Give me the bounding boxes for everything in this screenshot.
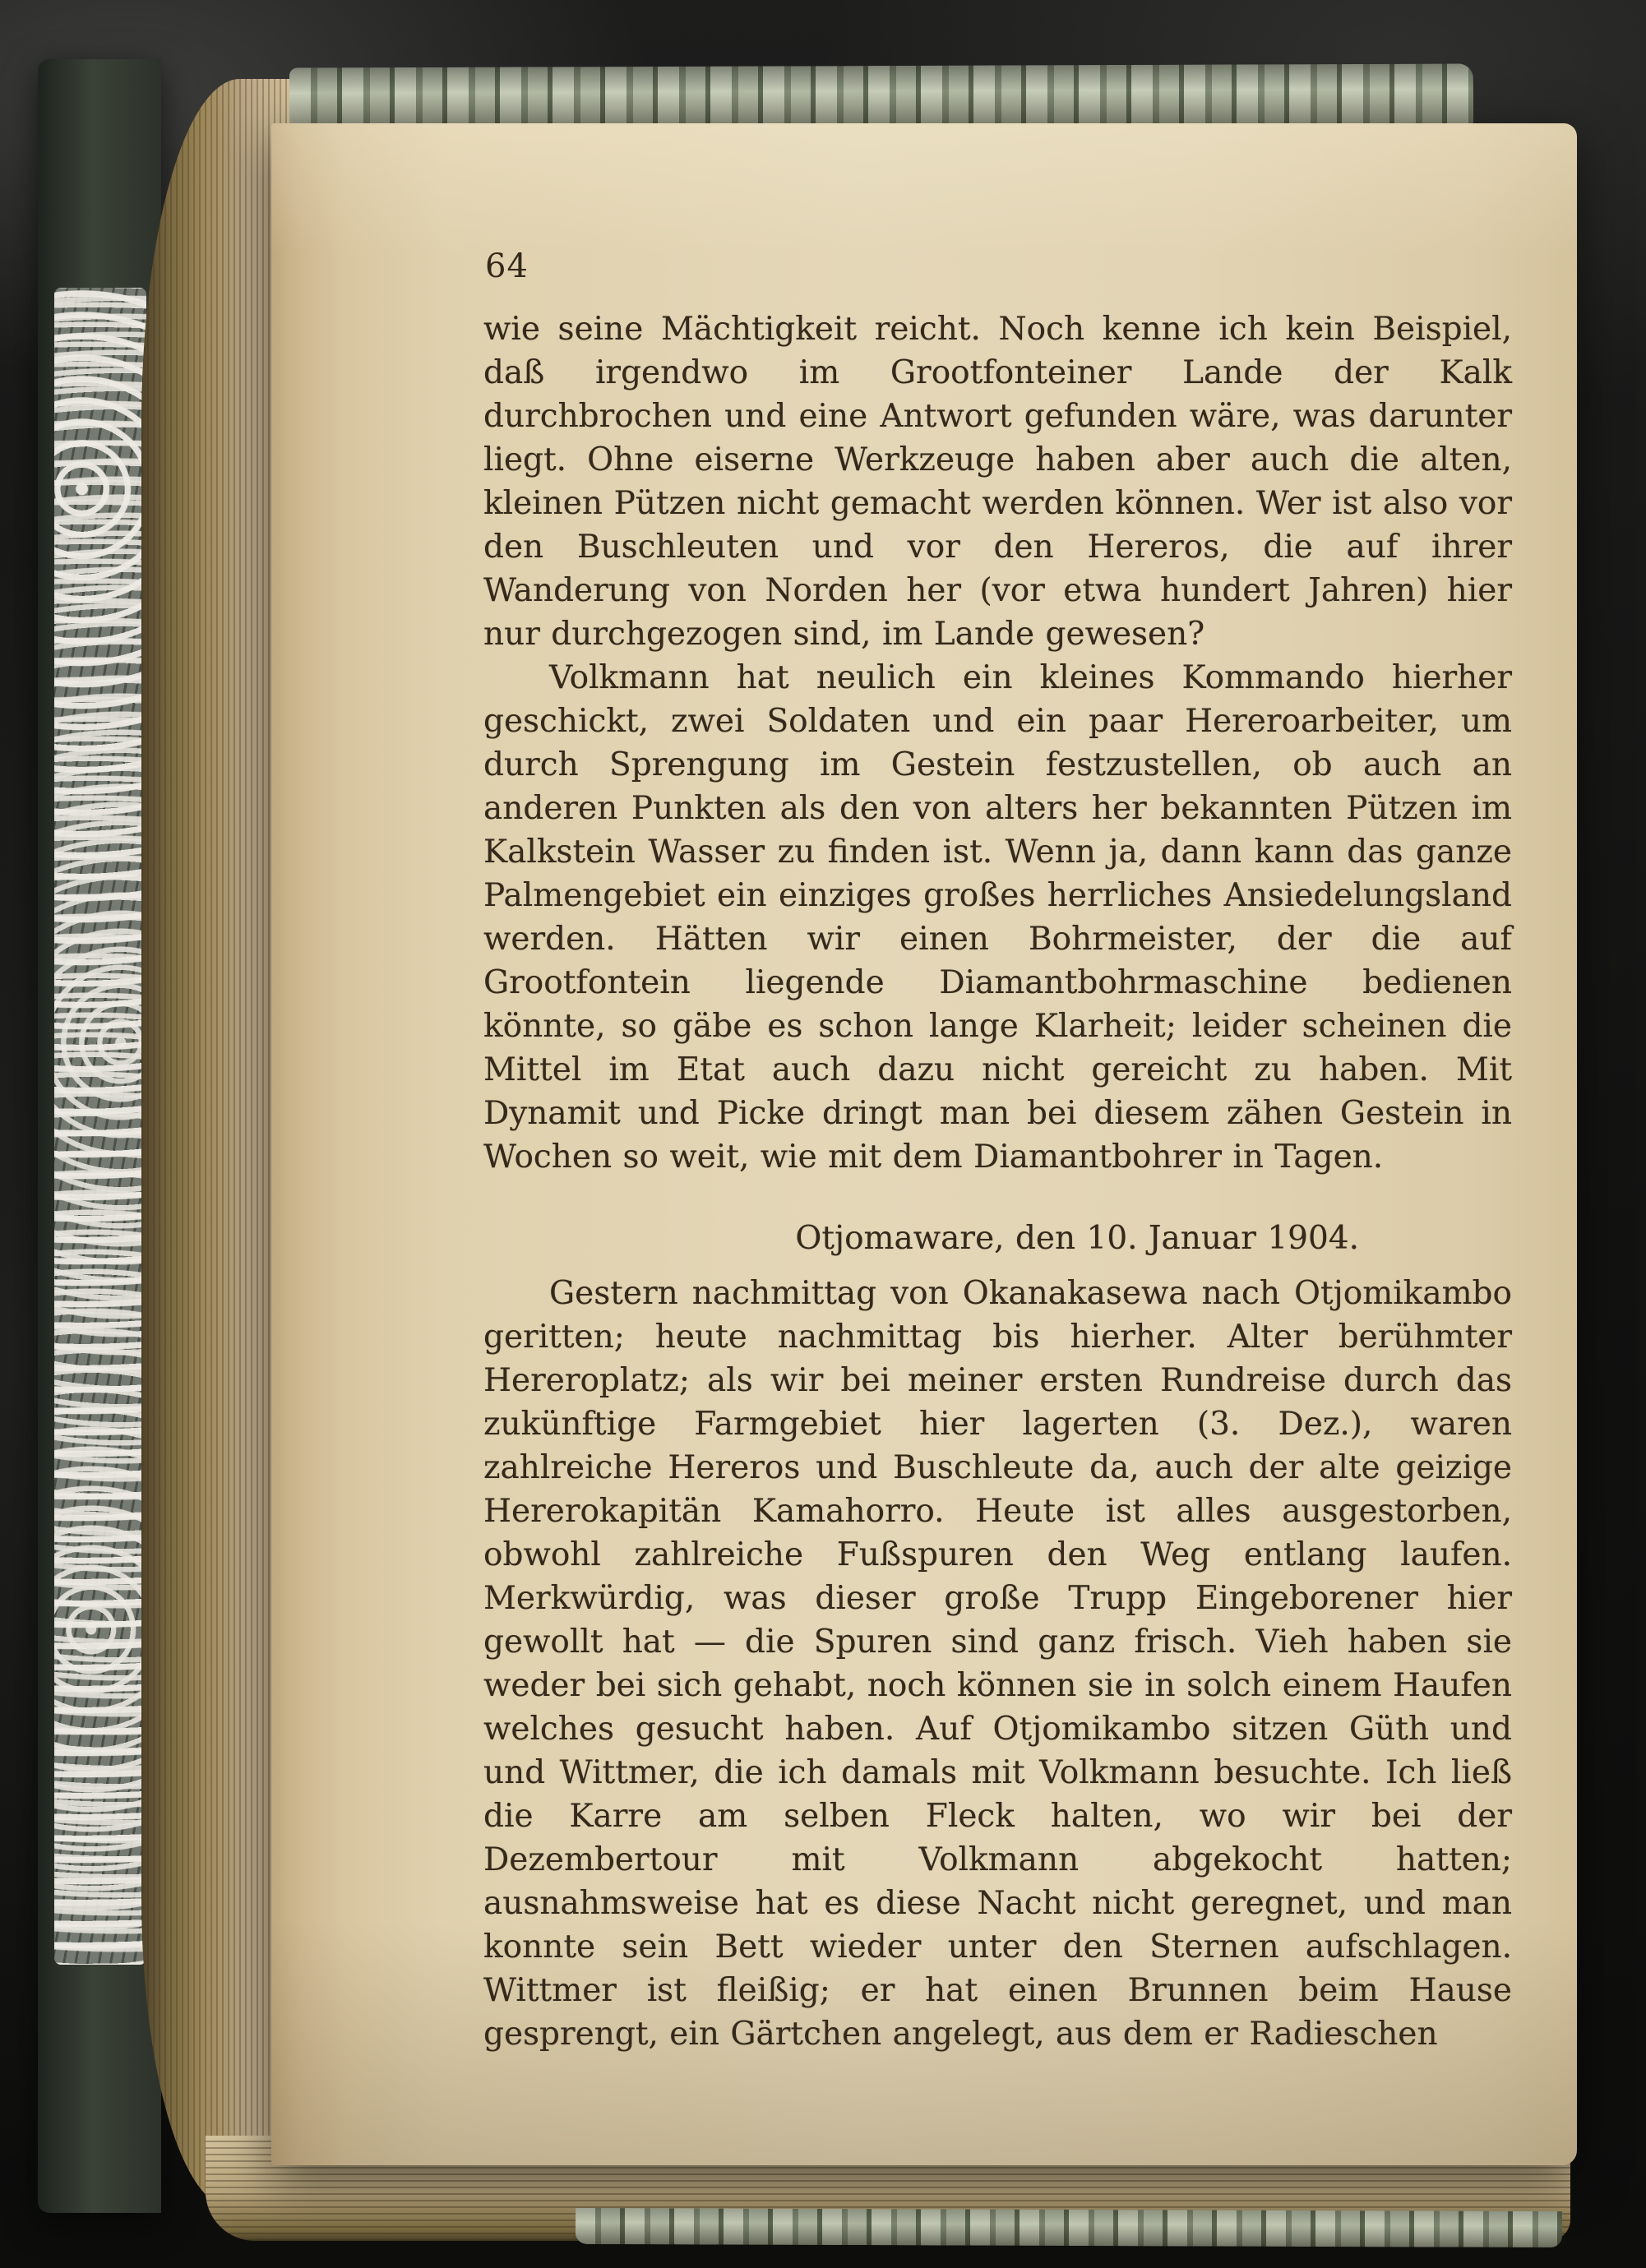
dateline: Otjomaware, den 10. Januar 1904. bbox=[795, 1220, 1359, 1257]
page-number: 64 bbox=[485, 247, 529, 285]
paragraph: Volkmann hat neulich ein kleines Kommando hierher geschickt, zwei Soldaten und ein paar Hereroarbeiter, um durch Sprengung im Gestein festzustellen, ob auch an anderen Punkten als den von alters her bekannten Pützen im Kalkstein Wasser zu finden ist. Wenn ja, dann kann das ganze Palmengebiet ein einziges großes herrliches Ansiedelungsland werden. Hätten wir einen Bohrmeister, der die auf Grootfontein liegende Diamantbohrmaschine bedienen könnte, so gäbe es schon lange Klarheit; leider scheinen die Mittel im Etat auch dazu nicht gereicht zu haben. Mit Dynamit und Picke dringt man bei diesem zähen Gestein in Wochen so weit, wie mit dem Diamantbohrer in Tagen. bbox=[483, 659, 1512, 1176]
bottom-edge-pattern bbox=[576, 2208, 1562, 2247]
paragraph: wie seine Mächtigkeit reicht. Noch kenne ich kein Beispiel, daß irgendwo im Grootfonteiner Lande der Kalk durchbrochen und eine Antwort gefunden wäre, was darunter liegt. Ohne eiserne Werkzeuge haben aber auch die alten, kleinen Pützen nicht gemacht werden können. Wer ist also vor den Buschleuten und vor den Hereros, die auf ihrer Wanderung von Norden her (vor etwa hundert Jahren) hier nur durchgezogen sind, im Lande gewesen? bbox=[483, 311, 1512, 653]
marbled-endpaper bbox=[54, 288, 146, 1965]
paragraph: Gestern nachmittag von Okanakasewa nach Otjomikambo geritten; heute nachmittag bis hierher. Alter berühmter Hereroplatz; als wir bei meiner ersten Rundreise durch das zukünftige Farmgebiet hier lagerten (3. Dez.), waren zahlreiche Hereros und Buschleute da, auch der alte geizige Hererokapitän Kamahorro. Heute ist alles ausgestorben, obwohl zahlreiche Fußspuren den Weg entlang laufen. Merkwürdig, was dieser große Trupp Eingeborener hier gewollt hat — die Spuren sind ganz frisch. Vieh haben sie weder bei sich gehabt, noch können sie in solch einem Haufen welches gesucht haben. Auf Otjomikambo sitzen Güth und und Wittmer, die ich damals mit Volkmann besuchte. Ich ließ die Karre am selben Fleck halten, wo wir bei der Dezembertour mit Volkmann abgekocht hatten; ausnahmsweise hat es diese Nacht nicht geregnet, und man konnte sein Bett wieder unter den Sternen aufschlagen. Wittmer ist fleißig; er hat einen Brunnen beim Hause gesprengt, ein Gärtchen angelegt, aus dem er Radieschen bbox=[483, 1275, 1512, 2053]
page-text bbox=[483, 307, 1512, 2056]
book-page bbox=[271, 123, 1577, 2165]
